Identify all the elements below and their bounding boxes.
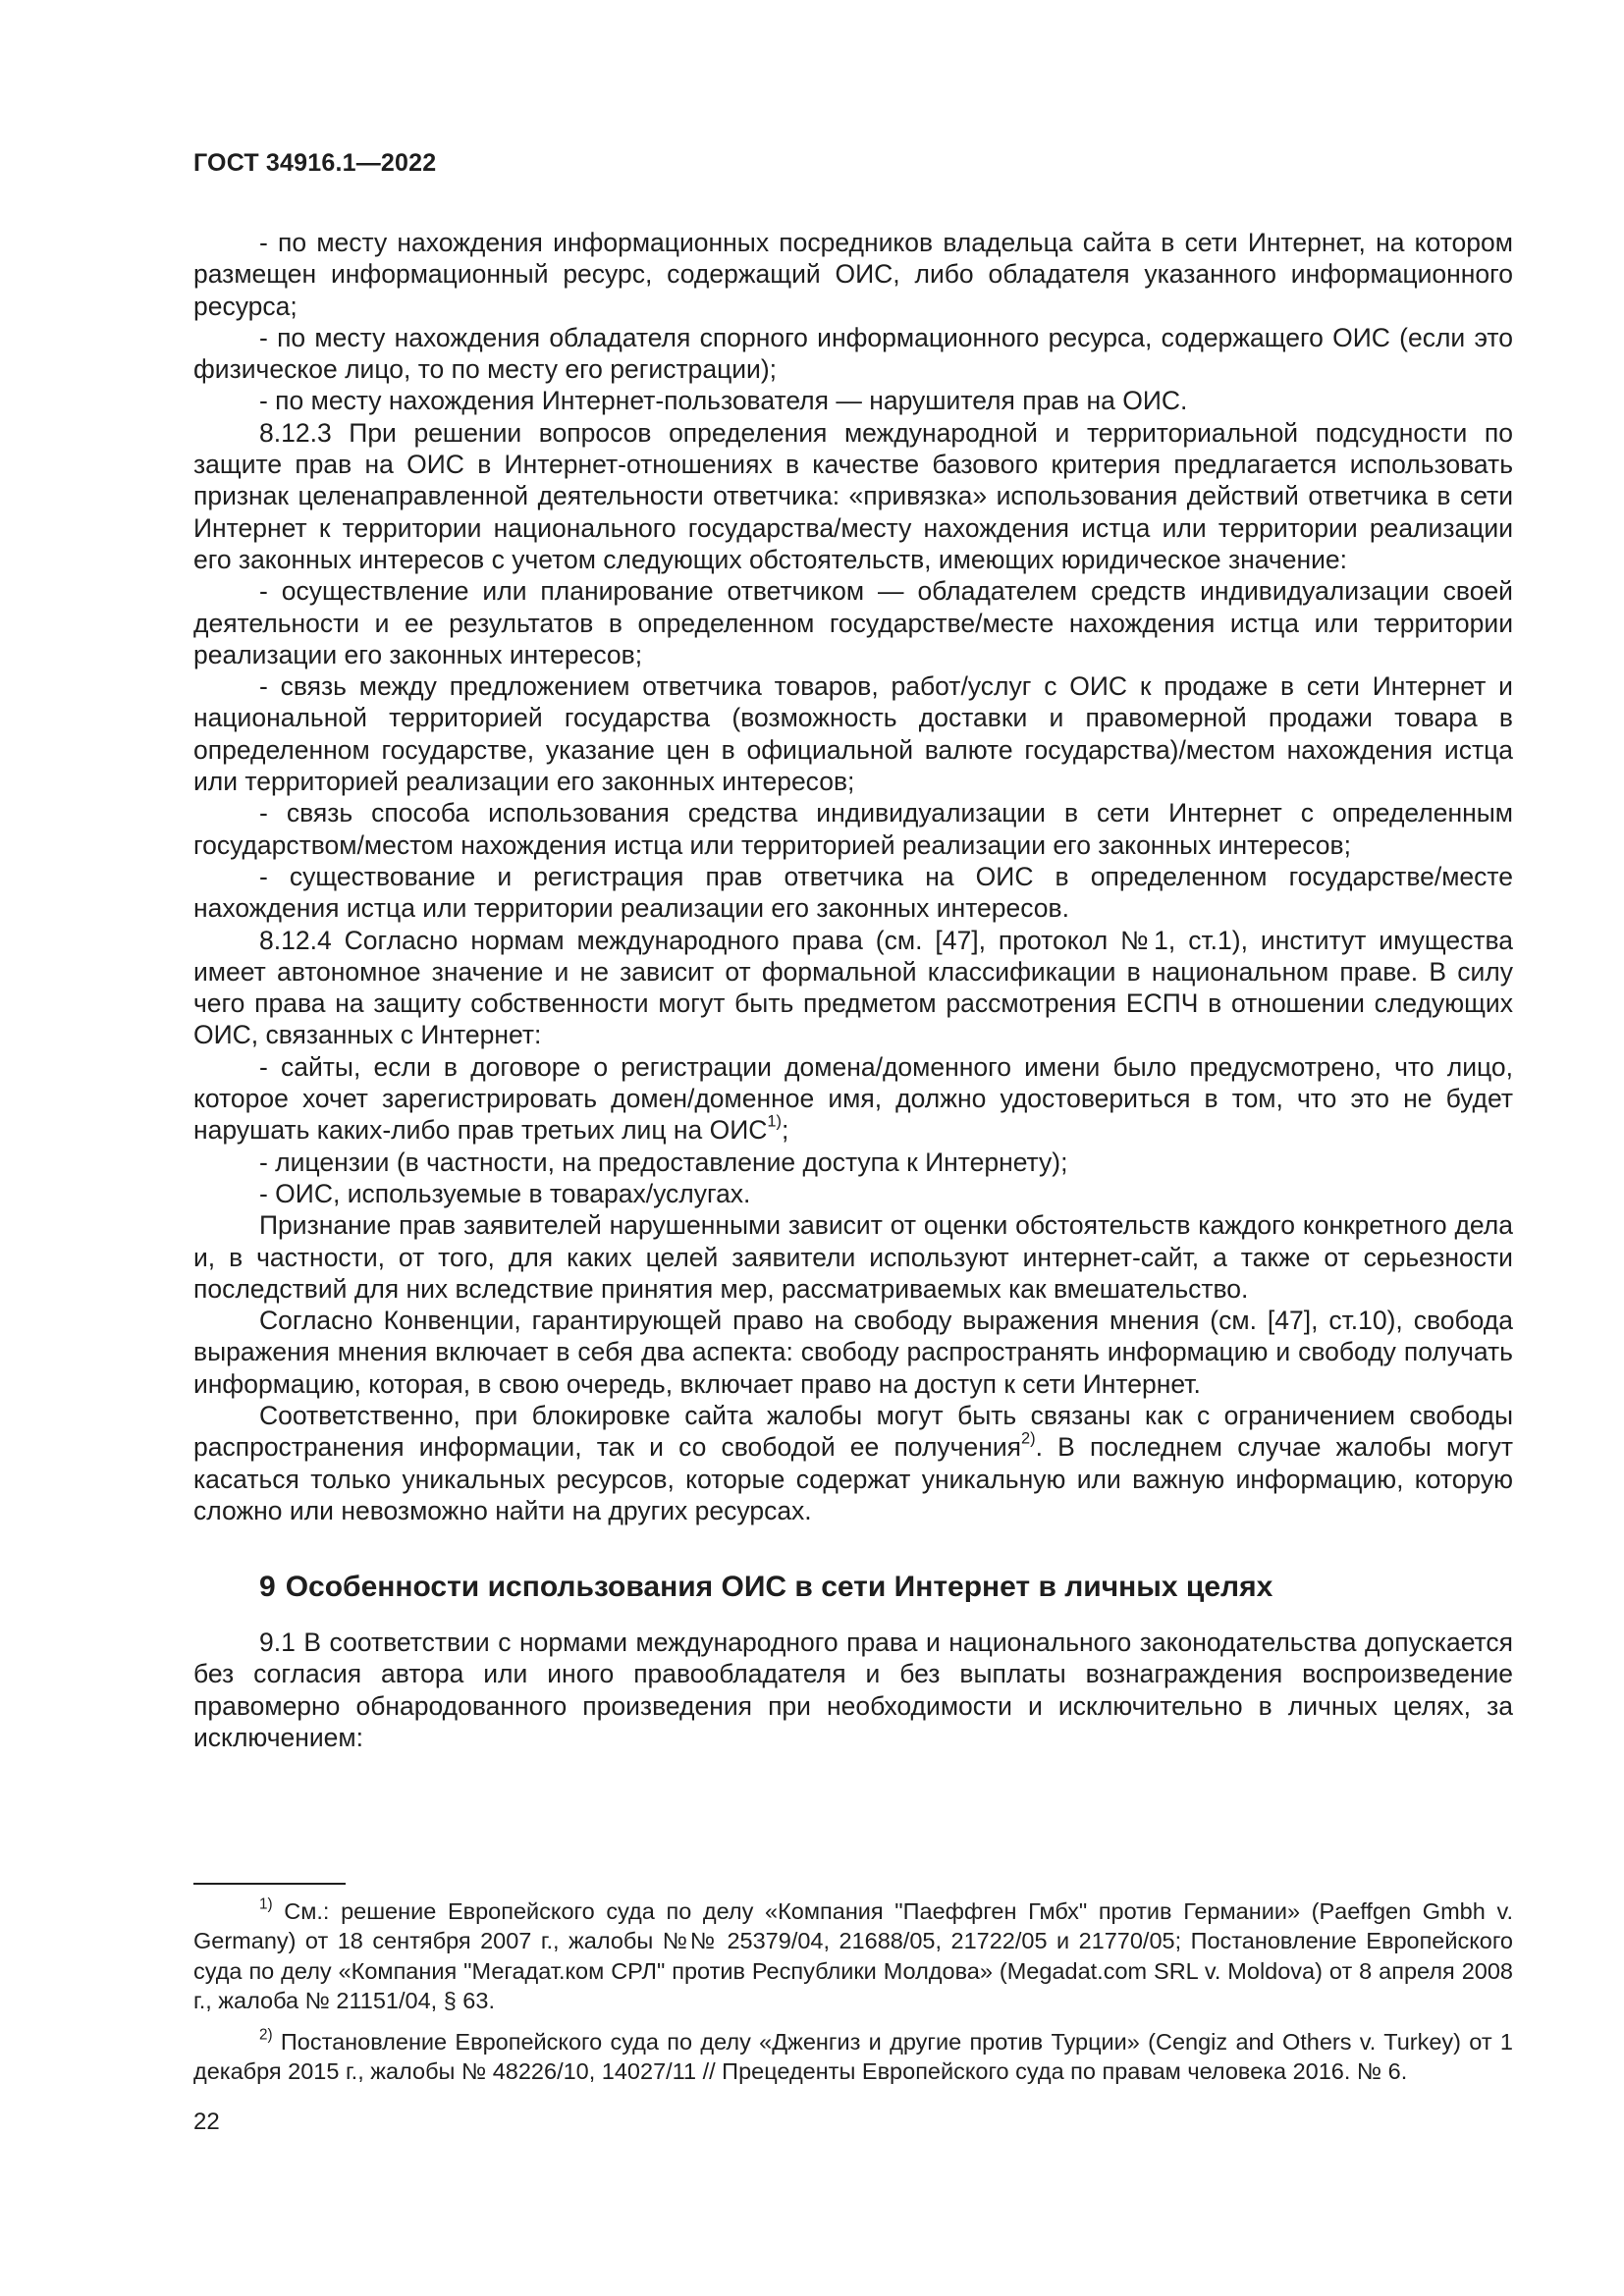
paragraph: - осуществление или планирование ответчиком — обладателем средств индивидуализации своей деятельности и ее результатов в определенном государстве/месте нахождения истца или территории реализации его законных интересов; [193, 576, 1513, 669]
section-heading [193, 1568, 1513, 1607]
paragraph: - по месту нахождения Интернет-пользователя — нарушителя прав на ОИС. [259, 386, 1188, 416]
paragraph [193, 1051, 1513, 1147]
footnote-mark: 1) [259, 1896, 273, 1913]
footnote-separator [193, 1883, 346, 1885]
footnote-2 [193, 2027, 1513, 2087]
paragraph-text: Соответственно, при блокировке сайта жалобы могут быть связаны как с ограничением свободы распространения информации, так и со свободой ее получения [193, 1400, 1513, 1463]
footnote-text: Постановление Европейского суда по делу «Дженгиз и другие против Турции» (Cengiz and Others v. Turkey) от 1 декабря 2015 г., жалобы № 48226/10, 14027/11 // Прецеденты Европейского суда по правам человека 2016. № 6. [193, 2029, 1513, 2085]
paragraph: Согласно Конвенции, гарантирующей право на свободу выражения мнения (см. [47], ст.10), свобода выражения мнения включает в себя два аспекта: свободу распространять информацию и свободу получать информацию, которая, в свою очередь, включает право на доступ к сети Интернет. [193, 1306, 1513, 1399]
paragraph: - ОИС, используемые в товарах/услугах. [259, 1178, 751, 1208]
footnote-text: См.: решение Европейского суда по делу «Компания "Паеффген Гмбх" против Германии» (Paeffgen Gmbh v. Germany) от 18 сентября 2007 г., жалобы №№ 25379/04, 21688/05, 21722/05 и 21770/05; Постановление Европейского суда по делу «Компания "Мегадат.ком СРЛ" против Республики Молдова» (Megadat.com SRL v. Moldova) от 8 апреля 2008 г., жалоба № 21151/04, § 63. [193, 1898, 1513, 2013]
paragraph: - связь между предложением ответчика товаров, работ/услуг с ОИС к продаже в сети Интернет и национальной территорией государства (возможность доставки и правомерной продажи товара в определенном государстве, указание цен в официальной валюте государства)/местом нахождения истца или территорией реализации его законных интересов; [193, 671, 1513, 797]
section-number: 9 [259, 1571, 276, 1604]
paragraph: Признание прав заявителей нарушенными зависит от оценки обстоятельств каждого конкретного дела и, в частности, от того, для каких целей заявители используют интернет-сайт, а также от серьезности последствий для них вследствие принятия мер, рассматриваемых как вмешательство. [193, 1210, 1513, 1304]
main-text [193, 227, 1513, 1753]
paragraph: 8.12.4 Согласно нормам международного права (см. [47], протокол №1, ст.1), институт имущества имеет автономное значение и не зависит от формальной классификации в национальном праве. В силу чего права на защиту собственности могут быть предметом рассмотрения ЕСПЧ в отношении следующих ОИС, связанных с Интернет: [193, 925, 1513, 1050]
footnote-1 [193, 1896, 1513, 2015]
paragraph: - по месту нахождения обладателя спорного информационного ресурса, содержащего ОИС (если это физическое лицо, то по месту его регистрации); [193, 322, 1513, 385]
paragraph: 9.1 В соответствии с нормами международного права и национального законодательства допускается без согласия автора или иного правообладателя и без выплаты вознаграждения воспроизведение правомерно обнародованного произведения при необходимости и исключительно в личных целях, за исключением: [193, 1628, 1513, 1753]
page-number: 22 [193, 2109, 220, 2135]
document-code-header: ГОСТ 34916.1—2022 [193, 149, 437, 177]
paragraph-text: . В последнем случае жалобы могут касаться только уникальных ресурсов, которые содержат уникальную или важную информацию, которую сложно или невозможно найти на других ресурсах. [193, 1432, 1513, 1525]
paragraph [193, 1400, 1513, 1526]
paragraph: 8.12.3 При решении вопросов определения международной и территориальной подсудности по защите прав на ОИС в Интернет-отношениях в качестве базового критерия предлагается использовать признак целенаправленной деятельности ответчика: «привязка» использования действий ответчика в сети Интернет к территории национального государства/месту нахождения истца или территории реализации его законных интересов с учетом следующих обстоятельств, имеющих юридическое значение: [193, 417, 1513, 574]
paragraph: - существование и регистрация прав ответчика на ОИС в определенном государстве/месте нахождения истца или территории реализации его законных интересов. [193, 861, 1513, 924]
paragraph-text: - сайты, если в договоре о регистрации домена/доменного имени было предусмотрено, что лицо, которое хочет зарегистрировать домен/доменное имя, должно удостовериться в том, что это не будет нарушать каких-либо прав третьих лиц на ОИС [193, 1051, 1513, 1146]
paragraph: - лицензии (в частности, на предоставление доступа к Интернету); [259, 1147, 1068, 1177]
footnote-mark: 2) [259, 2026, 273, 2044]
section-title: Особенности использования ОИС в сети Интернет в личных целях [285, 1571, 1273, 1604]
paragraph: - по месту нахождения информационных посредников владельца сайта в сети Интернет, на котором размещен информационный ресурс, содержащий ОИС, либо обладателя указанного информационного ресурса; [193, 228, 1513, 321]
paragraph: - связь способа использования средства индивидуализации в сети Интернет с определенным государством/местом нахождения истца или территорией реализации его законных интересов; [193, 798, 1513, 860]
footnotes [193, 1896, 1513, 2099]
paragraph-tail: ; [782, 1115, 789, 1146]
footnote-ref-1: 1) [767, 1113, 783, 1131]
footnote-ref-2: 2) [1021, 1429, 1036, 1448]
